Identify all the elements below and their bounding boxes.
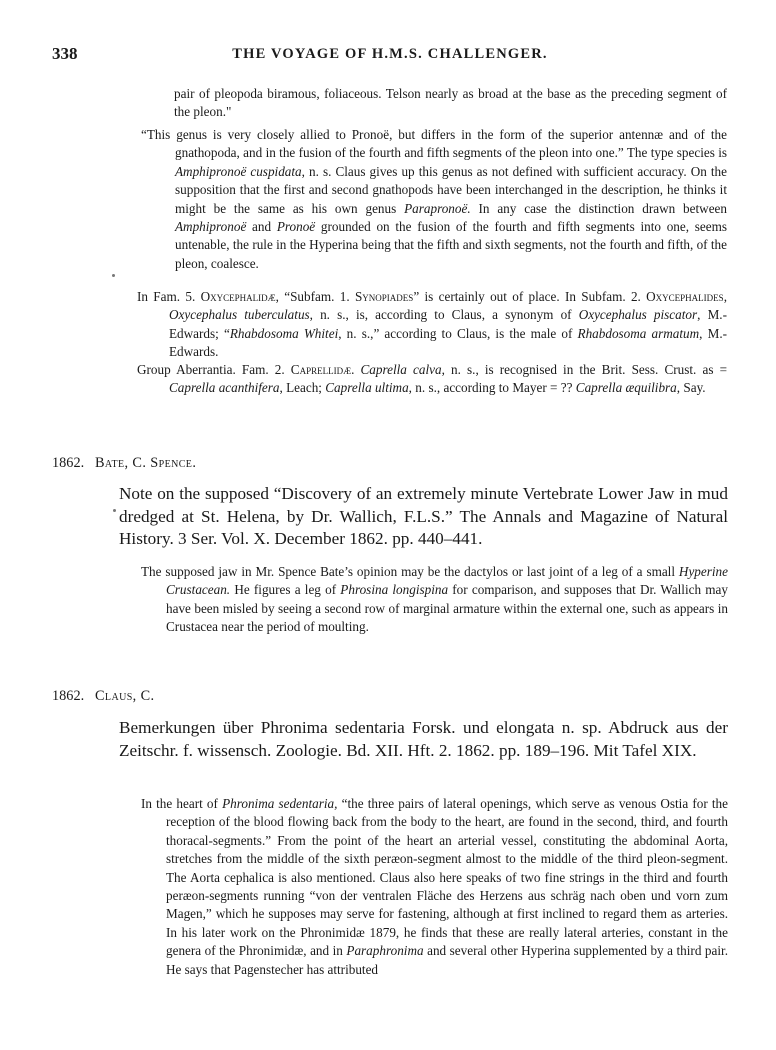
entry-author: Claus, C. — [95, 688, 155, 704]
page-number: 338 — [52, 44, 78, 63]
page-header — [52, 44, 728, 68]
print-speck — [112, 274, 115, 277]
entry-abstract: The supposed jaw in Mr. Spence Bate’s opinion may be the dactylos or last joint of a leg of a small Hyperine Crustacean. He figures a leg of Phrosina longispina for comparison, and supposes that Dr. Wallich may have been misled by seeing a second row of marginal armature within the external one, such as appears in Crustacea near the period of moulting. — [141, 564, 728, 635]
family-5-paragraph: In Fam. 5. Oxycephalidæ, “Subfam. 1. Synopiades” is certainly out of place. In Subfam. 2. Oxycephalides, Oxycephalus tuberculatus, n. s., is, according to Claus, a synonym of Oxycephalus piscator, M.-Edwards; “Rhabdosoma Whitei, n. s.,” according to Claus, is the male of Rhabdosoma armatum, M.-Edwards. — [137, 289, 728, 360]
running-title: THE VOYAGE OF H.M.S. CHALLENGER. — [232, 46, 548, 62]
bibliography-entry-heading — [52, 453, 196, 473]
entry-title: Bemerkungen über Phronima sedentaria Forsk. und elongata n. sp. Abdruck aus der Zeitschr. f. wissensch. Zoologie. Bd. XII. Hft. 2. 1862. pp. 189–196. Mit Tafel XIX. — [119, 718, 728, 760]
entry-year: 1862. — [52, 455, 85, 471]
entry-author: Bate, C. Spence. — [95, 455, 197, 471]
genus-note-paragraph: “This genus is very closely allied to Pronoë, but differs in the form of the superior antennæ and of the gnathopoda, and in the fusion of the fourth and fifth segments of the pleon into one.” The type species is Amphipronoë cuspidata, n. s. Claus gives up this genus as not defined with sufficient accuracy. On the supposition that the first and second gnathopods have been interchanged in the description, he thinks it might be the same as his own genus Parapronoë. In any case the distinction drawn between Amphipronoë and Pronoë grounded on the fusion of the fourth and fifth segments into one, seems untenable, the rule in the Hyperina being that the fifth and sixth segments, not the fourth and fifth, of the pleon, coalesce. — [141, 127, 727, 271]
entry-title: Note on the supposed “Discovery of an extremely minute Vertebrate Lower Jaw in mud dredged at St. Helena, by Dr. Wallich, F.L.S.” The Annals and Magazine of Natural History. 3 Ser. Vol. X. December 1862. pp. 440–441. — [119, 484, 728, 548]
group-aberrantia-paragraph: Group Aberrantia. Fam. 2. Caprellidæ. Caprella calva, n. s., is recognised in the Brit. Sess. Crust. as = Caprella acanthifera, Leach; Caprella ultima, n. s., according to Mayer = ?? Caprella æquilibra, Say. — [137, 362, 728, 396]
entry-abstract: In the heart of Phronima sedentaria, “the three pairs of lateral openings, which serve as venous Ostia for the reception of the blood flowing back from the body to the heart, are found in the second, third, and fourth thoracal-segments.” From the point of the heart an arterial vessel, constituting the abdominal Aorta, stretches from the middle of the sixth peræon-segment almost to the middle of the third pleon-segment. The Aorta cephalica is also mentioned. Claus also here speaks of two fine strings in the third and fourth peræon-segments running “von der ventralen Fläche des Herzens aus schräg nach oben und vorn zum Magen,” which he supposes may serve for fastening, although at first inclined to regard them as arteries. In his later work on the Phronimidæ 1879, he finds that these are really lateral arteries, constant in the genera of the Phronimidæ, and in Paraphronima and several other Hyperina supplemented by a third pair. He says that Pagenstecher has attributed — [141, 796, 728, 977]
continuation-paragraph: pair of pleopoda biramous, foliaceous. Telson nearly as broad at the base as the preceding segment of the pleon." — [174, 86, 727, 120]
print-speck — [113, 509, 116, 512]
bibliography-entry-heading — [52, 686, 155, 706]
entry-year: 1862. — [52, 688, 85, 704]
